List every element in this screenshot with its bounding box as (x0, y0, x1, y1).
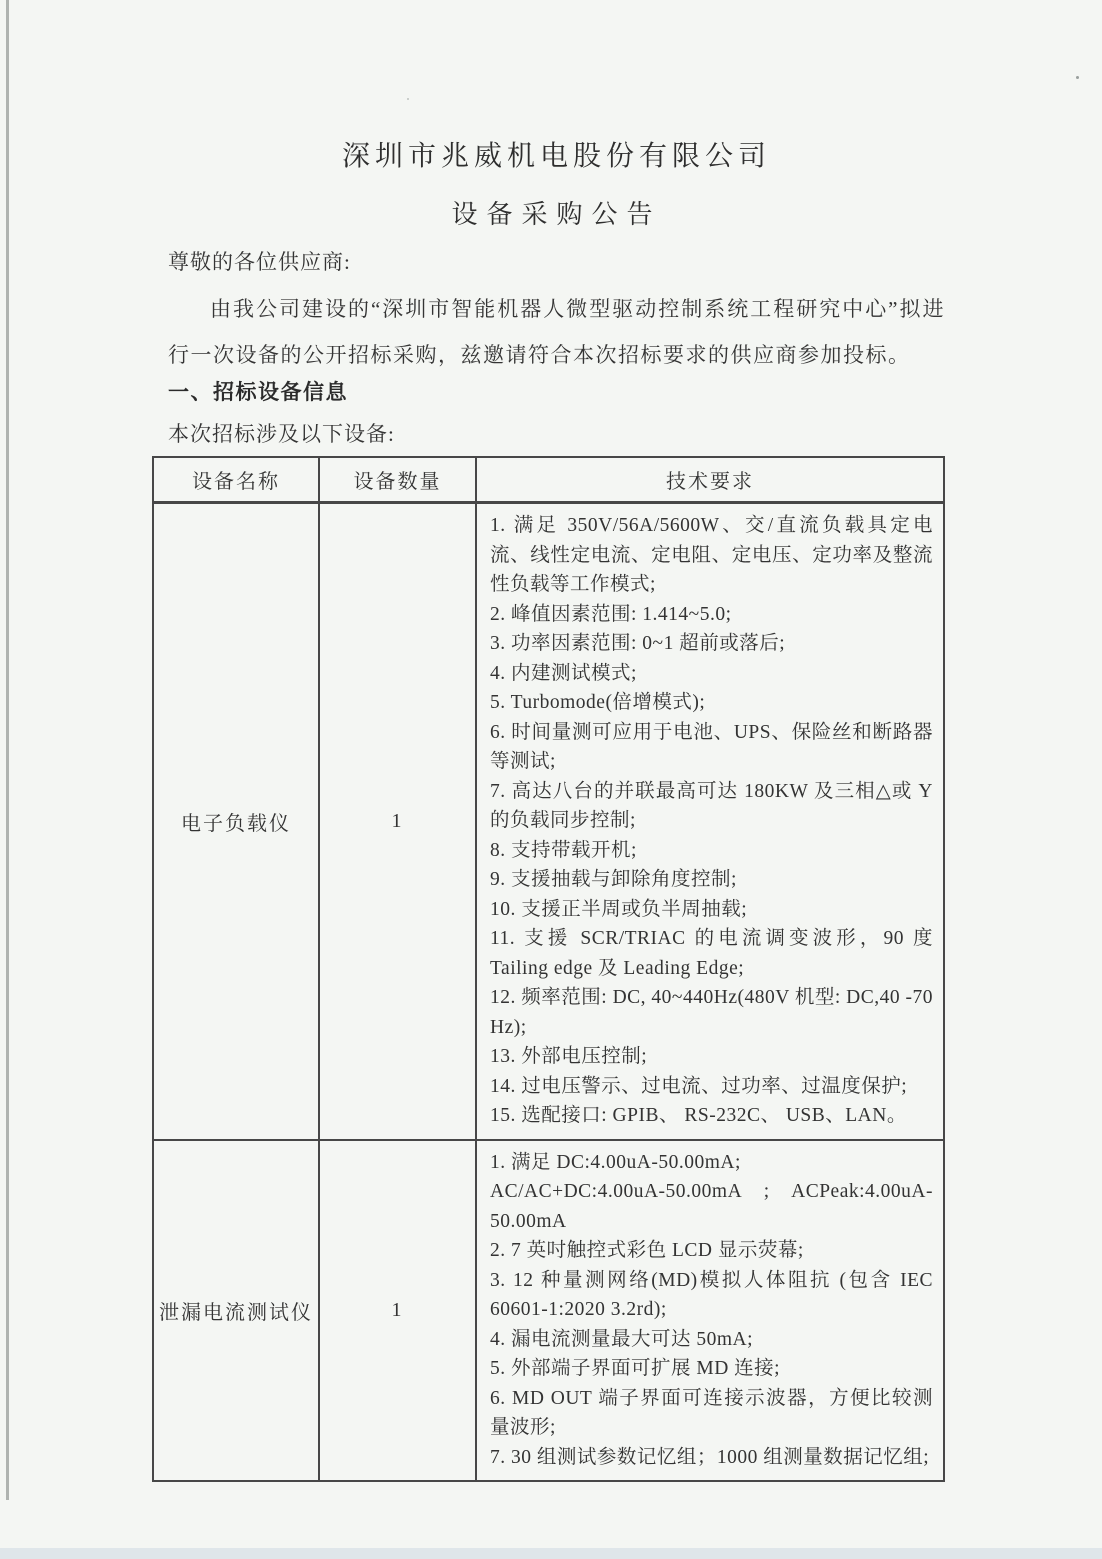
requirement-item: 6. 时间量测可应用于电池、UPS、保险丝和断路器等测试; (490, 721, 933, 772)
requirement-item: 7. 高达八台的并联最高可达 180KW 及三相△或 Y 的负载同步控制; (490, 780, 933, 831)
requirement-item: 13. 外部电压控制; (490, 1046, 648, 1067)
page-subtitle: 设备采购公告 (451, 200, 662, 229)
requirement-item: 5. 外部端子界面可扩展 MD 连接; (490, 1358, 781, 1379)
salutation: 尊敬的各位供应商: (168, 250, 351, 274)
page-title: 深圳市兆威机电股份有限公司 (341, 141, 771, 172)
device-requirements-cell (476, 1140, 944, 1482)
requirement-item: 8. 支持带载开机; (490, 839, 637, 861)
requirement-item: 1. 满足 350V/56A/5600W、交/直流负载具定电流、线性定电流、定电阻、定电压、定功率及整流性负载等工作模式; (490, 515, 933, 595)
requirement-item: 4. 内建测试模式; (490, 662, 637, 684)
equipment-table (152, 456, 945, 1482)
table-row (153, 503, 944, 1140)
scan-edge-left (6, 0, 9, 1500)
device-name-cell: 电子负载仪 (153, 503, 319, 1140)
requirement-item: 7. 30 组测试参数记忆组；1000 组测量数据记忆组; (490, 1446, 930, 1468)
requirement-item: 11. 支援 SCR/TRIAC 的电流调变波形，90 度 Tailing edge 及 Leading Edge; (490, 928, 933, 979)
scan-edge-bottom (0, 1548, 1102, 1559)
device-quantity-cell: 1 (319, 503, 476, 1140)
scan-speck (407, 98, 409, 100)
section-heading: 一、招标设备信息 (168, 381, 348, 404)
requirement-item: 2. 峰值因素范围: 1.414~5.0; (490, 603, 732, 625)
scan-speck (1076, 76, 1079, 79)
requirement-item: 10. 支援正半周或负半周抽载; (490, 898, 748, 920)
device-name-cell: 泄漏电流测试仪 (153, 1140, 319, 1482)
intro-paragraph: 由我公司建设的“深圳市智能机器人微型驱动控制系统工程研究中心”拟进行一次设备的公开招标采购，兹邀请符合本次招标要求的供应商参加投标。 (168, 297, 945, 367)
requirement-item: 1. 满足 DC:4.00uA-50.00mA; (490, 1151, 741, 1173)
requirement-item: 15. 选配接口: GPIB、 RS-232C、 USB、LAN。 (490, 1105, 907, 1126)
requirement-item: 2. 7 英吋触控式彩色 LCD 显示荧幕; (490, 1240, 804, 1261)
header-device-quantity: 设备数量 (319, 457, 476, 503)
header-device-name: 设备名称 (153, 457, 319, 503)
requirement-item: 14. 过电压警示、过电流、过功率、过温度保护; (490, 1075, 908, 1097)
requirement-item: 12. 频率范围: DC, 40~440Hz(480V 机型: DC,40 -70 Hz); (490, 987, 933, 1038)
requirement-item: AC/AC+DC:4.00uA-50.00mA ; ACPeak:4.00uA-50.00mA (490, 1181, 933, 1232)
requirement-item: 5. Turbomode(倍增模式); (490, 692, 706, 713)
device-quantity-cell: 1 (319, 1140, 476, 1482)
requirement-item: 6. MD OUT 端子界面可连接示波器，方便比较测量波形; (490, 1387, 933, 1438)
table-header-row (153, 457, 944, 503)
requirement-item: 3. 12 种量测网络(MD)模拟人体阻抗 (包含 IEC 60601-1:2020 3.2rd); (490, 1269, 933, 1320)
table-lead: 本次招标涉及以下设备: (168, 422, 395, 446)
requirement-item: 3. 功率因素范围: 0~1 超前或落后; (490, 633, 786, 654)
requirement-item: 9. 支援抽载与卸除角度控制; (490, 869, 737, 890)
table-row (153, 1140, 944, 1482)
header-tech-requirements: 技术要求 (476, 457, 944, 503)
requirement-item: 4. 漏电流测量最大可达 50mA; (490, 1328, 754, 1350)
device-requirements-cell (476, 503, 944, 1140)
